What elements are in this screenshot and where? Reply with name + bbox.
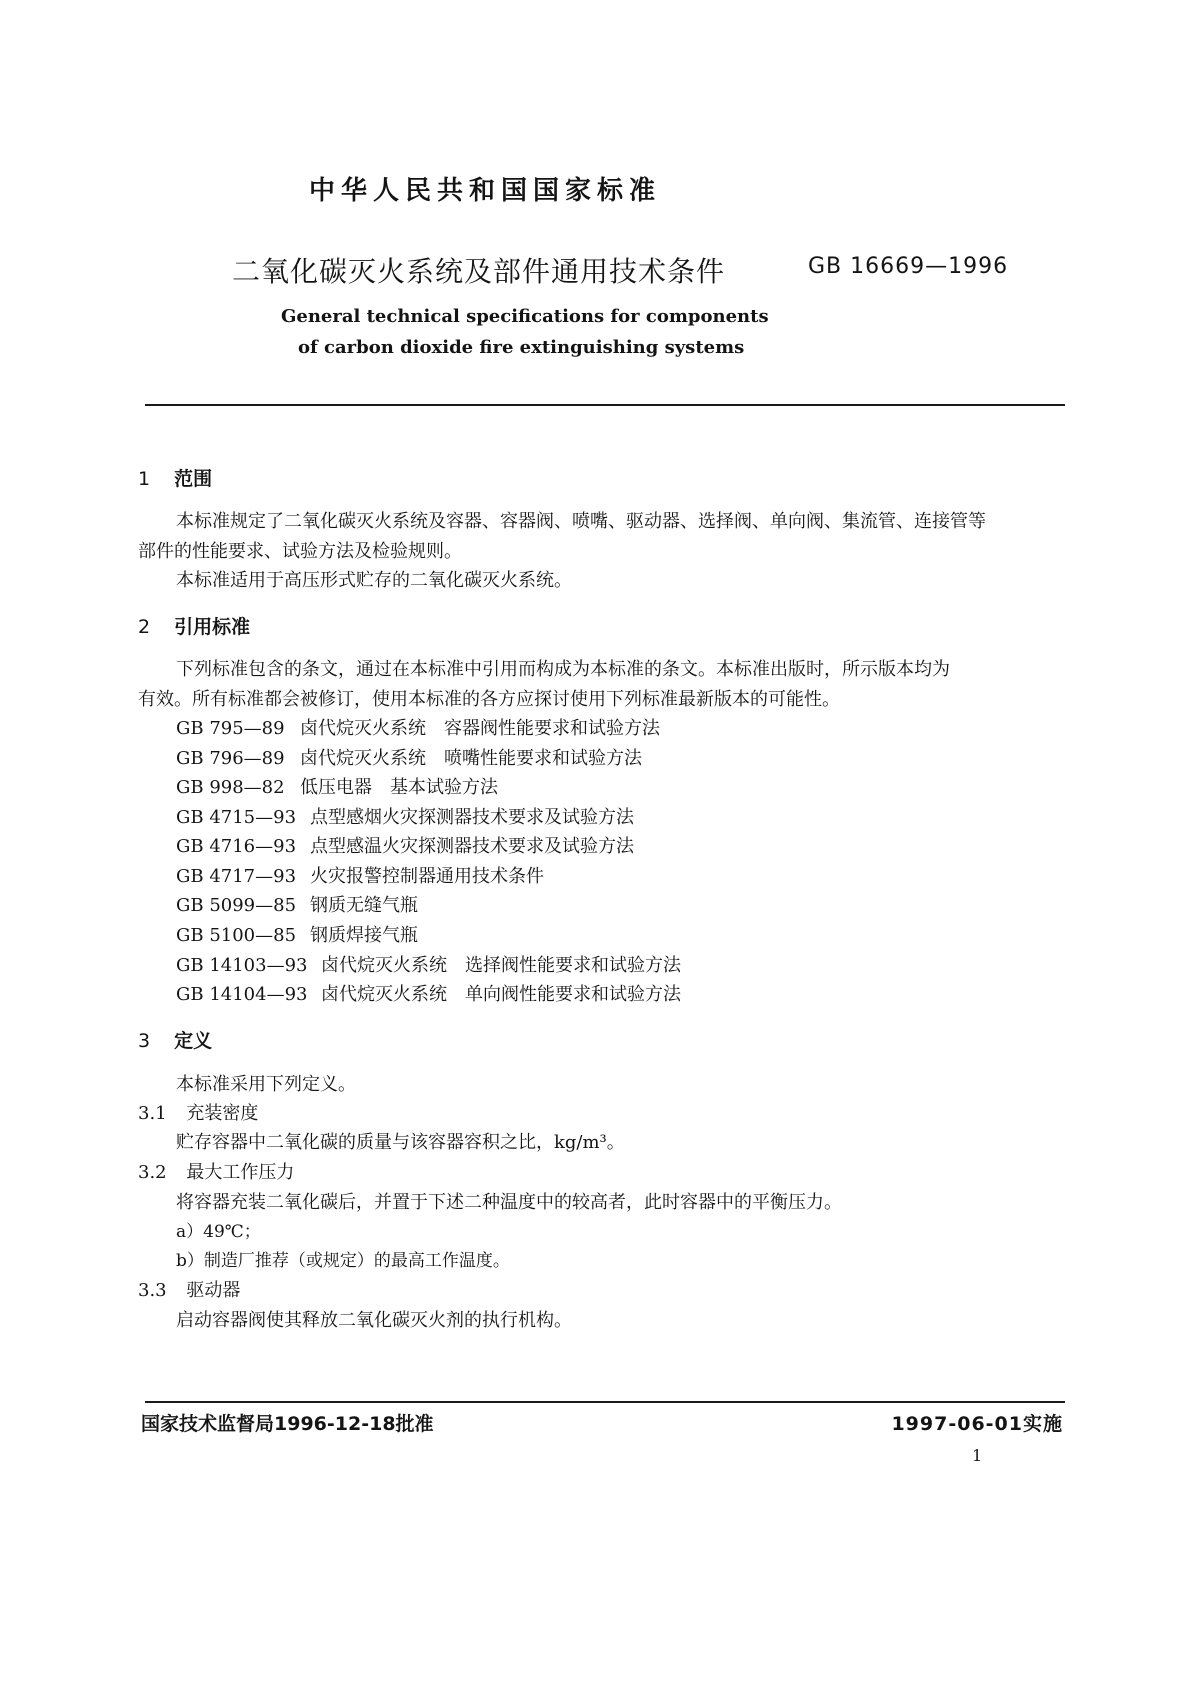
definition-3-3-heading	[138, 1276, 240, 1302]
definition-3-1-heading	[138, 1099, 258, 1125]
reference-code: GB 5099—85	[176, 895, 297, 916]
section-2-title: 引用标准	[174, 616, 251, 638]
reference-code: GB 5100—85	[176, 925, 297, 946]
reference-title: 点型感温火灾探测器技术要求及试验方法	[310, 836, 634, 857]
reference-title: 卤代烷灭火系统 选择阀性能要求和试验方法	[321, 955, 681, 976]
section-2-number: 2	[138, 616, 151, 638]
section-2-paragraph-line-2: 有效。所有标准都会被修订，使用本标准的各方应探讨使用下列标准最新版本的可能性。	[138, 689, 840, 710]
reference-list-item	[176, 803, 634, 829]
approval-note: 国家技术监督局1996-12-18批准	[141, 1413, 434, 1435]
definition-3-1-title: 充装密度	[186, 1103, 259, 1124]
definition-3-2-item-b: b）制造厂推荐（或规定）的最高工作温度。	[176, 1251, 510, 1271]
section-1-title: 范围	[174, 468, 213, 490]
section-3-title: 定义	[174, 1030, 213, 1052]
section-2-heading	[138, 612, 250, 639]
effective-date-note: 1997-06-01实施	[891, 1413, 1063, 1435]
definition-3-2-text: 将容器充装二氧化碳后，并置于下述二种温度中的较高者，此时容器中的平衡压力。	[176, 1192, 842, 1213]
standard-number: GB 16669—1996	[808, 254, 1009, 279]
section-1-paragraph-1-line-1: 本标准规定了二氧化碳灭火系统及容器、容器阀、喷嘴、驱动器、选择阀、单向阀、集流管、连接管等	[176, 511, 986, 532]
reference-list-item	[176, 862, 544, 888]
national-standard-heading: 中华人民共和国国家标准	[309, 176, 662, 206]
section-3-intro: 本标准采用下列定义。	[176, 1074, 356, 1095]
reference-code: GB 4716—93	[176, 836, 297, 857]
reference-list-item	[176, 951, 681, 977]
definition-3-2-item-a: a）49℃；	[176, 1222, 261, 1242]
section-3-number: 3	[138, 1030, 151, 1052]
section-1-number: 1	[138, 468, 151, 490]
section-2-paragraph-line-1: 下列标准包含的条文，通过在本标准中引用而构成为本标准的条文。本标准出版时，所示版本均为	[176, 659, 950, 680]
reference-title: 钢质无缝气瓶	[310, 895, 418, 916]
document-title-en-line2: of carbon dioxide fire extinguishing systems	[298, 337, 745, 358]
reference-code: GB 795—89	[176, 718, 285, 739]
header-divider	[145, 404, 1065, 406]
reference-list-item	[176, 773, 498, 799]
reference-title: 卤代烷灭火系统 容器阀性能要求和试验方法	[300, 718, 660, 739]
definition-3-3-title: 驱动器	[186, 1280, 241, 1301]
section-3-heading	[138, 1026, 212, 1053]
reference-title: 卤代烷灭火系统 喷嘴性能要求和试验方法	[300, 748, 642, 769]
reference-list-item	[176, 744, 642, 770]
document-title-cn: 二氧化碳灭火系统及部件通用技术条件	[232, 255, 726, 288]
definition-3-1-text: 贮存容器中二氧化碳的质量与该容器容积之比，kg/m³。	[176, 1132, 625, 1153]
reference-list-item	[176, 980, 681, 1006]
reference-title: 卤代烷灭火系统 单向阀性能要求和试验方法	[321, 984, 681, 1005]
reference-code: GB 4715—93	[176, 807, 297, 828]
reference-list-item	[176, 891, 418, 917]
section-1-heading	[138, 464, 212, 491]
reference-title: 钢质焊接气瓶	[310, 925, 418, 946]
reference-title: 低压电器 基本试验方法	[300, 777, 498, 798]
reference-list-item	[176, 921, 418, 947]
reference-list-item	[176, 832, 634, 858]
definition-3-2-heading	[138, 1158, 294, 1184]
definition-3-1-number: 3.1	[138, 1103, 167, 1124]
reference-code: GB 796—89	[176, 748, 285, 769]
document-title-en-line1: General technical specifications for components	[281, 306, 769, 327]
reference-title: 火灾报警控制器通用技术条件	[310, 866, 544, 887]
section-1-paragraph-1-line-2: 部件的性能要求、试验方法及检验规则。	[138, 541, 462, 562]
definition-3-3-number: 3.3	[138, 1280, 167, 1301]
reference-code: GB 14103—93	[176, 955, 308, 976]
page-number: 1	[972, 1446, 983, 1465]
reference-code: GB 4717—93	[176, 866, 297, 887]
reference-code: GB 14104—93	[176, 984, 308, 1005]
definition-3-2-title: 最大工作压力	[186, 1162, 295, 1183]
reference-code: GB 998—82	[176, 777, 285, 798]
definition-3-3-text: 启动容器阀使其释放二氧化碳灭火剂的执行机构。	[176, 1310, 572, 1331]
definition-3-2-number: 3.2	[138, 1162, 167, 1183]
section-1-paragraph-2: 本标准适用于高压形式贮存的二氧化碳灭火系统。	[176, 570, 572, 591]
reference-title: 点型感烟火灾探测器技术要求及试验方法	[310, 807, 634, 828]
reference-list-item	[176, 714, 660, 740]
footer-divider	[145, 1401, 1065, 1403]
